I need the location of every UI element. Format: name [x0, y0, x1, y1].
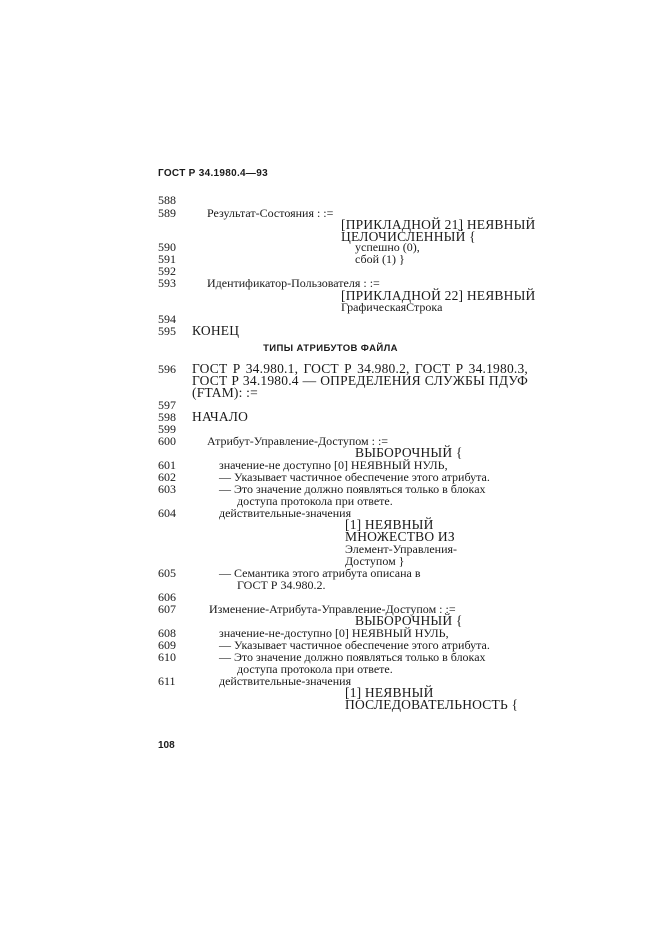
- type-line: [ПРИКЛАДНОЙ 21] НЕЯВНЫЙ: [341, 217, 536, 232]
- module-header-line: ГОСТ Р 34.1980.4 — ОПРЕДЕЛЕНИЯ СЛУЖБЫ ПДУФ: [192, 373, 528, 388]
- type-line: МНОЖЕСТВО ИЗ: [345, 529, 455, 544]
- value-line: успешно (0),: [355, 240, 420, 254]
- type-line: [1] НЕЯВНЫЙ: [345, 517, 434, 532]
- line-number: 610: [158, 650, 176, 664]
- type-line: [ПРИКЛАДНОЙ 22] НЕЯВНЫЙ: [341, 288, 536, 303]
- type-line: Элемент-Управления-: [345, 542, 458, 556]
- line-number: 598: [158, 410, 176, 424]
- definition-name: Результат-Состояния : :=: [207, 206, 334, 220]
- line-number: 594: [158, 312, 176, 326]
- definition-name: Идентификатор-Пользователя : :=: [207, 276, 380, 290]
- line-number: 589: [158, 206, 176, 220]
- line-number: 592: [158, 264, 176, 278]
- page-number: 108: [158, 740, 175, 751]
- line-number: 599: [158, 422, 176, 436]
- line-number: 590: [158, 240, 176, 254]
- section-title: ТИПЫ АТРИБУТОВ ФАЙЛА: [263, 343, 398, 354]
- line-number: 606: [158, 590, 176, 604]
- comment-line: — Это значение должно появляться только в блоках: [219, 650, 486, 664]
- comment-line: ГОСТ Р 34.980.2.: [237, 578, 326, 592]
- page-header: ГОСТ Р 34.1980.4—93: [158, 168, 268, 179]
- component-line: действительные-значения: [219, 506, 352, 520]
- type-line: ВЫБОРОЧНЫЙ {: [355, 445, 463, 460]
- line-number: 591: [158, 252, 176, 266]
- comment-line: — Это значение должно появляться только в блоках: [219, 482, 486, 496]
- line-number: 611: [158, 674, 176, 688]
- line-number: 602: [158, 470, 176, 484]
- line-number: 595: [158, 324, 176, 338]
- comment-line: доступа протокола при ответе.: [237, 494, 393, 508]
- comment-line: — Семантика этого атрибута описана в: [219, 566, 421, 580]
- line-number: 593: [158, 276, 176, 290]
- line-number: 604: [158, 506, 176, 520]
- line-number: 603: [158, 482, 176, 496]
- component-line: значение-не-доступно [0] НЕЯВНЫЙ НУЛЬ,: [219, 626, 449, 640]
- line-number: 607: [158, 602, 176, 616]
- line-number: 597: [158, 398, 176, 412]
- type-line: ВЫБОРОЧНЫЙ {: [355, 613, 463, 628]
- type-line: [1] НЕЯВНЫЙ: [345, 685, 434, 700]
- line-number: 588: [158, 193, 176, 207]
- definition-name: Атрибут-Управление-Доступом : :=: [207, 434, 389, 448]
- type-line: Доступом }: [345, 554, 405, 568]
- line-number: 608: [158, 626, 176, 640]
- comment-line: — Указывает частичное обеспечение этого атрибута.: [219, 470, 490, 484]
- module-header-line: ГОСТ Р 34.980.1, ГОСТ Р 34.980.2, ГОСТ Р 34.1980.3,: [192, 361, 528, 376]
- line-number: 596: [158, 362, 176, 376]
- comment-line: доступа протокола при ответе.: [237, 662, 393, 676]
- type-line: ЦЕЛОЧИСЛЕННЫЙ {: [341, 229, 476, 244]
- component-line: значение-не доступно [0] НЕЯВНЫЙ НУЛЬ,: [219, 458, 448, 472]
- keyword-line: НАЧАЛО: [192, 409, 249, 424]
- comment-line: — Указывает частичное обеспечение этого атрибута.: [219, 638, 490, 652]
- keyword-line: КОНЕЦ: [192, 323, 240, 338]
- type-line: ПОСЛЕДОВАТЕЛЬНОСТЬ {: [345, 697, 519, 712]
- definition-name: Изменение-Атрибута-Управление-Доступом : :=: [209, 602, 456, 616]
- line-number: 609: [158, 638, 176, 652]
- line-number: 600: [158, 434, 176, 448]
- type-line: ГрафическаяСтрока: [341, 300, 443, 314]
- component-line: действительные-значения: [219, 674, 352, 688]
- line-number: 605: [158, 566, 176, 580]
- line-number: 601: [158, 458, 176, 472]
- value-line: сбой (1) }: [355, 252, 405, 266]
- module-header-line: (FTAM): :=: [192, 385, 258, 400]
